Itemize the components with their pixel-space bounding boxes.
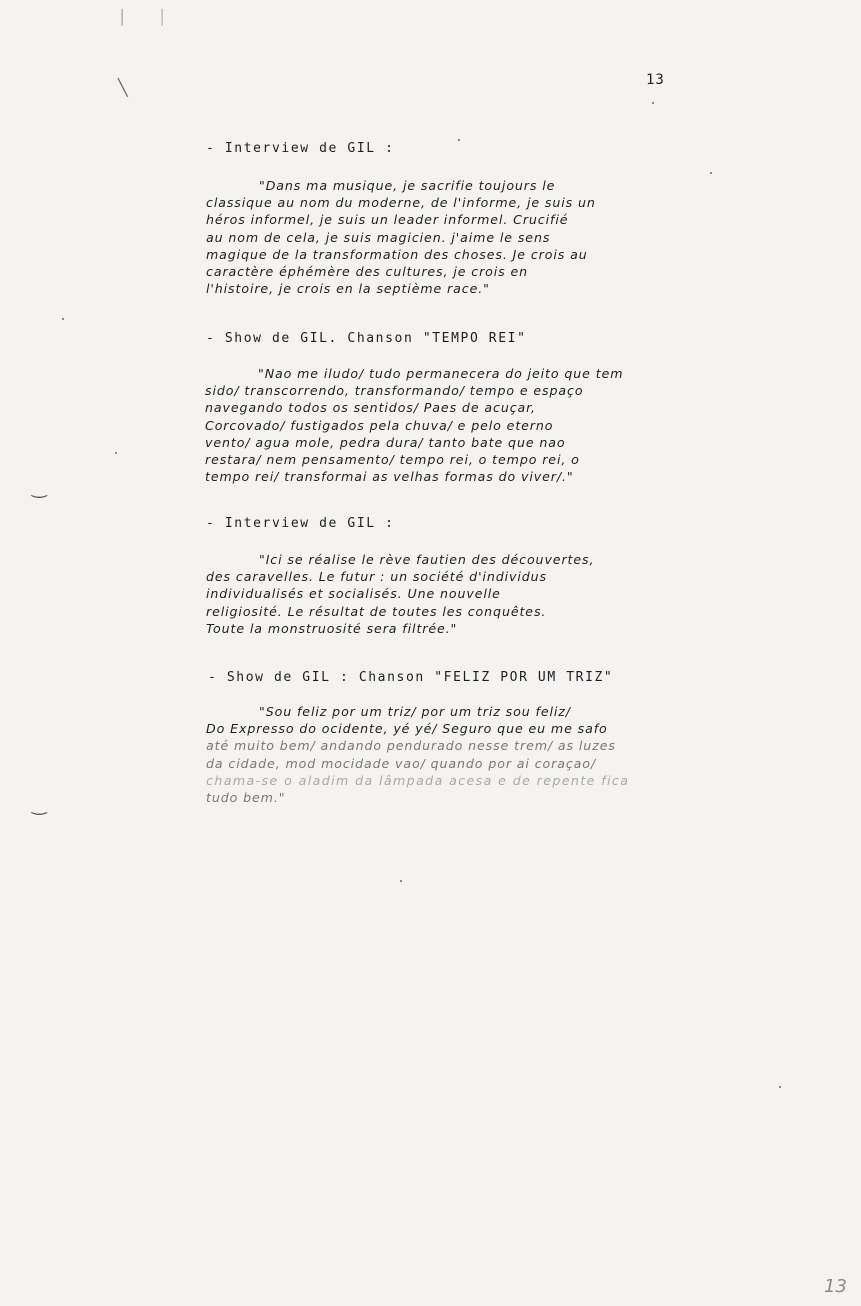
section-heading: - Show de GIL : Chanson "FELIZ POR UM TRIZ"	[208, 670, 614, 685]
quote-line: navegando todos os sentidos/ Paes de acuçar,	[205, 400, 536, 416]
quote-line: "Sou feliz por um triz/ por um triz sou feliz/	[259, 704, 571, 719]
quote-block	[206, 703, 629, 806]
staple-mark: ╲	[118, 78, 128, 97]
quote-line: l'histoire, je crois en la septième race."	[206, 281, 490, 297]
section-heading: - Show de GIL. Chanson "TEMPO REI"	[206, 331, 527, 346]
speck	[458, 139, 460, 141]
quote-line: classique au nom du moderne, de l'informe, je suis un	[206, 195, 596, 211]
quote-block	[206, 551, 594, 637]
quote-line: des caravelles. Le futur : un société d'individus	[206, 569, 547, 585]
staple-mark: │	[118, 10, 127, 26]
quote-line: individualisés et socialisés. Une nouvelle	[206, 586, 501, 602]
quote-line: Corcovado/ fustigados pela chuva/ e pelo eterno	[205, 417, 554, 433]
handwritten-page-number: 13	[824, 1276, 847, 1297]
quote-line: restara/ nem pensamento/ tempo rei, o tempo rei, o	[205, 452, 580, 468]
quote-line: "Nao me iludo/ tudo permanecera do jeito que tem	[258, 366, 624, 381]
quote-line: caractère éphémère des cultures, je crois en	[206, 264, 529, 280]
quote-block	[206, 177, 596, 297]
quote-line: magique de la transformation des choses. Je crois au	[206, 246, 588, 262]
quote-line: tudo bem."	[206, 790, 286, 806]
quote-line: au nom de cela, je suis magicien. j'aime le sens	[206, 229, 551, 245]
speck	[710, 172, 712, 174]
section-heading: - Interview de GIL :	[206, 516, 395, 531]
quote-line: Toute la monstruosité sera filtrée."	[206, 620, 458, 636]
section-heading: - Interview de GIL :	[206, 141, 395, 156]
quote-line: "Dans ma musique, je sacrifie toujours le	[259, 178, 556, 193]
speck	[779, 1086, 781, 1088]
quote-line: héros informel, je suis un leader informel. Crucifié	[206, 212, 569, 228]
speck	[115, 452, 117, 454]
quote-line: sido/ transcorrendo, transformando/ tempo e espaço	[205, 383, 584, 399]
speck	[62, 318, 64, 320]
quote-line: religiosité. Le résultat de toutes les conquêtes.	[206, 603, 547, 619]
page-number: 13	[646, 72, 665, 88]
punch-hole-mark: ‿	[32, 795, 47, 816]
quote-block	[205, 365, 623, 485]
quote-line: "Ici se réalise le rève fautien des découvertes,	[259, 552, 595, 567]
quote-line: da cidade, mod mocidade vao/ quando por ai coraçao/	[206, 755, 597, 771]
quote-line: tempo rei/ transformai as velhas formas do viver/."	[205, 469, 574, 485]
speck	[652, 102, 654, 104]
quote-line: chama-se o aladim da lâmpada acesa e de repente fica	[206, 772, 630, 788]
staple-mark: │	[158, 10, 167, 26]
quote-line: Do Expresso do ocidente, yé yé/ Seguro que eu me safo	[206, 721, 608, 737]
quote-line: vento/ agua mole, pedra dura/ tanto bate que nao	[205, 434, 566, 450]
punch-hole-mark: ‿	[32, 478, 47, 499]
quote-line: até muito bem/ andando pendurado nesse trem/ as luzes	[206, 738, 616, 754]
speck	[400, 880, 402, 882]
